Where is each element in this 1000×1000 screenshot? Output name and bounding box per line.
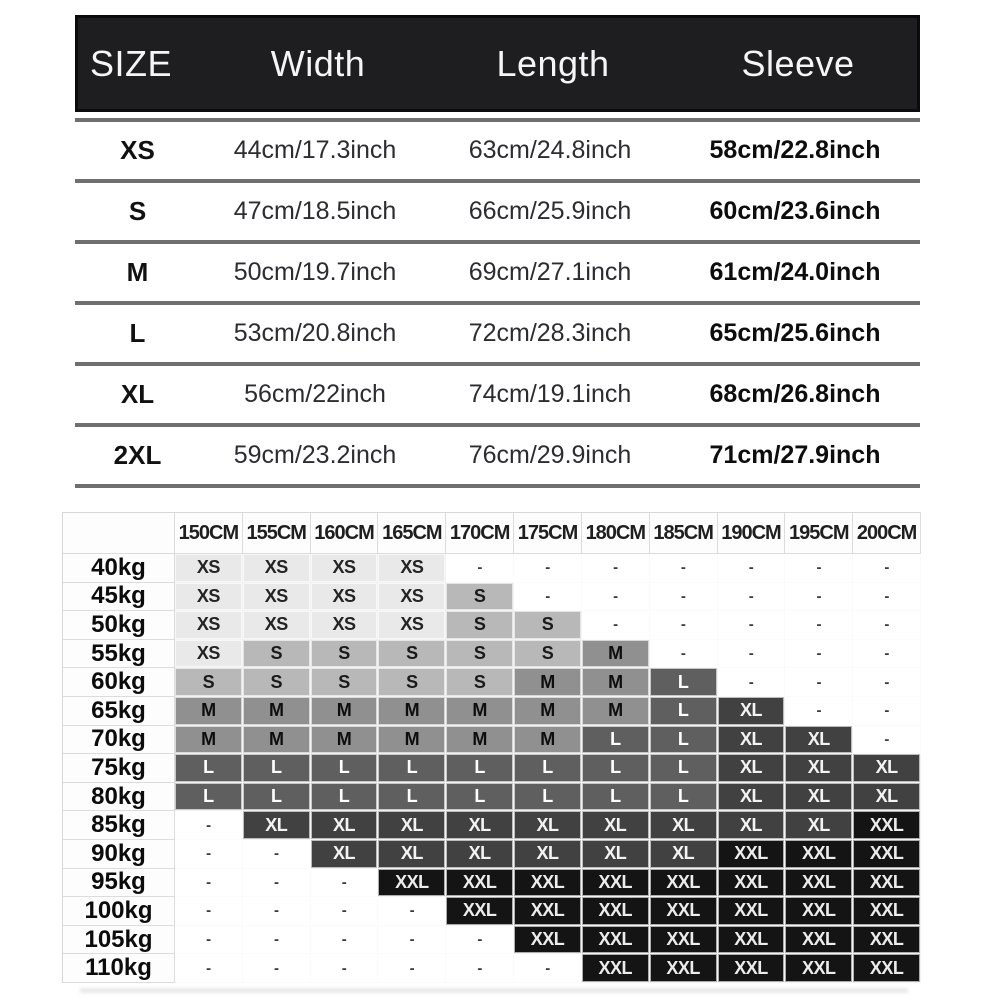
fit-cell: M xyxy=(311,726,379,755)
fit-cell: - xyxy=(582,554,650,583)
fit-cell: L xyxy=(582,754,650,783)
size-table-body xyxy=(75,118,920,488)
fit-cell: L xyxy=(175,783,243,812)
fit-cell: S xyxy=(175,668,243,697)
fit-cell: XS xyxy=(378,611,446,640)
column-header-size: SIZE xyxy=(90,42,173,84)
fit-cell: XL xyxy=(582,811,650,840)
fit-cell: - xyxy=(311,954,379,983)
fit-cell: M xyxy=(378,697,446,726)
size-table-row xyxy=(75,427,920,488)
width-value: 59cm/23.2inch xyxy=(233,441,397,469)
weight-row-header: 110kg xyxy=(63,954,175,983)
fit-cell: - xyxy=(718,554,786,583)
fit-cell: M xyxy=(311,697,379,726)
fit-cell: - xyxy=(378,897,446,926)
weight-row-header: 40kg xyxy=(63,554,175,583)
fit-cell: XS xyxy=(378,554,446,583)
fit-table-corner xyxy=(63,513,175,554)
weight-row-header: 95kg xyxy=(63,869,175,898)
fit-cell: L xyxy=(650,697,718,726)
size-table-row xyxy=(75,122,920,183)
fit-cell: M xyxy=(243,726,311,755)
fit-cell: XL xyxy=(785,811,853,840)
fit-cell: XXL xyxy=(785,869,853,898)
sleeve-value: 71cm/27.9inch xyxy=(709,441,881,469)
fit-cell: XS xyxy=(311,611,379,640)
length-value: 66cm/25.9inch xyxy=(468,197,632,225)
fit-cell: XL xyxy=(243,811,311,840)
size-label: M xyxy=(126,257,149,287)
fit-cell: XL xyxy=(650,840,718,869)
fit-cell: XS xyxy=(243,554,311,583)
fit-cell: - xyxy=(243,840,311,869)
fit-cell: XXL xyxy=(853,840,921,869)
fit-cell: - xyxy=(650,554,718,583)
width-value: 47cm/18.5inch xyxy=(233,197,397,225)
height-column-header: 150CM xyxy=(175,513,243,554)
fit-cell: M xyxy=(378,726,446,755)
size-table-row xyxy=(75,183,920,244)
fit-cell: S xyxy=(514,640,582,669)
fit-cell: - xyxy=(446,554,514,583)
size-label: XS xyxy=(120,135,155,165)
fit-cell: XXL xyxy=(853,897,921,926)
fit-cell: XL xyxy=(785,726,853,755)
weight-row-header: 100kg xyxy=(63,897,175,926)
fit-cell: L xyxy=(446,783,514,812)
fit-cell: XXL xyxy=(853,926,921,955)
fit-cell: XL xyxy=(582,840,650,869)
fit-cell: - xyxy=(785,640,853,669)
height-column-header: 175CM xyxy=(514,513,582,554)
weight-row-header: 70kg xyxy=(63,726,175,755)
fit-cell: - xyxy=(853,583,921,612)
length-value: 63cm/24.8inch xyxy=(468,136,632,164)
width-value: 56cm/22inch xyxy=(244,380,386,408)
fit-cell: L xyxy=(514,783,582,812)
fit-cell: L xyxy=(650,783,718,812)
size-table-row xyxy=(75,305,920,366)
fit-cell: S xyxy=(311,640,379,669)
fit-cell: XL xyxy=(514,840,582,869)
fit-cell: XS xyxy=(243,583,311,612)
size-label: S xyxy=(128,196,147,226)
fit-cell: XXL xyxy=(718,840,786,869)
size-label: 2XL xyxy=(113,440,162,470)
size-measurement-table xyxy=(75,15,920,488)
fit-cell: - xyxy=(785,554,853,583)
fit-cell: - xyxy=(582,583,650,612)
fit-cell: L xyxy=(446,754,514,783)
fit-cell: XXL xyxy=(853,954,921,983)
size-table-header-bar xyxy=(75,15,920,112)
width-value: 50cm/19.7inch xyxy=(233,258,397,286)
fit-cell: XXL xyxy=(446,869,514,898)
fit-cell: XXL xyxy=(718,926,786,955)
weight-row-header: 80kg xyxy=(63,783,175,812)
fit-cell: XXL xyxy=(853,811,921,840)
fit-cell: L xyxy=(582,783,650,812)
height-column-header: 170CM xyxy=(446,513,514,554)
fit-cell: L xyxy=(378,754,446,783)
fit-cell: XL xyxy=(853,783,921,812)
fit-cell: XXL xyxy=(650,926,718,955)
fit-cell: XS xyxy=(175,554,243,583)
fit-cell: - xyxy=(175,811,243,840)
height-column-header: 165CM xyxy=(378,513,446,554)
fit-cell: - xyxy=(175,869,243,898)
fit-cell: - xyxy=(853,640,921,669)
fit-cell: XXL xyxy=(785,897,853,926)
fit-cell: - xyxy=(311,897,379,926)
fit-cell: XXL xyxy=(582,897,650,926)
fit-cell: L xyxy=(311,783,379,812)
fit-cell: XL xyxy=(446,811,514,840)
size-table-row xyxy=(75,366,920,427)
fit-cell: M xyxy=(175,697,243,726)
fit-cell: - xyxy=(718,640,786,669)
length-value: 74cm/19.1inch xyxy=(468,380,632,408)
fit-cell: L xyxy=(378,783,446,812)
fit-cell: S xyxy=(311,668,379,697)
fit-cell: - xyxy=(175,926,243,955)
fit-cell: XXL xyxy=(582,869,650,898)
fit-cell: XL xyxy=(718,697,786,726)
fit-cell: XL xyxy=(446,840,514,869)
fit-cell: - xyxy=(718,583,786,612)
fit-cell: - xyxy=(243,926,311,955)
fit-cell: XS xyxy=(311,583,379,612)
fit-cell: L xyxy=(514,754,582,783)
fit-cell: L xyxy=(311,754,379,783)
fit-cell: M xyxy=(446,726,514,755)
fit-cell: S xyxy=(514,611,582,640)
fit-cell: - xyxy=(243,897,311,926)
fit-cell: M xyxy=(514,697,582,726)
length-value: 76cm/29.9inch xyxy=(468,441,632,469)
length-value: 69cm/27.1inch xyxy=(468,258,632,286)
fit-cell: L xyxy=(650,668,718,697)
fit-cell: XS xyxy=(175,611,243,640)
fit-cell: XXL xyxy=(514,926,582,955)
fit-cell: - xyxy=(514,954,582,983)
fit-cell: L xyxy=(243,783,311,812)
fit-cell: - xyxy=(853,668,921,697)
height-column-header: 180CM xyxy=(582,513,650,554)
fit-cell: M xyxy=(582,697,650,726)
fit-cell: - xyxy=(582,611,650,640)
fit-cell: - xyxy=(446,954,514,983)
sleeve-value: 65cm/25.6inch xyxy=(709,319,881,347)
fit-cell: S xyxy=(446,611,514,640)
fit-cell: - xyxy=(853,611,921,640)
fit-cell: M xyxy=(175,726,243,755)
fit-cell: - xyxy=(311,926,379,955)
fit-cell: - xyxy=(514,583,582,612)
length-value: 72cm/28.3inch xyxy=(468,319,632,347)
size-table-row xyxy=(75,244,920,305)
weight-row-header: 55kg xyxy=(63,640,175,669)
fit-cell: M xyxy=(582,640,650,669)
sleeve-value: 61cm/24.0inch xyxy=(709,258,881,286)
fit-cell: - xyxy=(785,697,853,726)
fit-cell: XXL xyxy=(650,869,718,898)
fit-cell: XXL xyxy=(582,926,650,955)
fit-cell: - xyxy=(243,954,311,983)
fit-cell: XS xyxy=(311,554,379,583)
weight-row-header: 105kg xyxy=(63,926,175,955)
fit-cell: XXL xyxy=(785,954,853,983)
weight-row-header: 60kg xyxy=(63,668,175,697)
fit-cell: - xyxy=(718,611,786,640)
height-column-header: 200CM xyxy=(853,513,921,554)
fit-cell: S xyxy=(243,668,311,697)
fit-cell: XXL xyxy=(718,897,786,926)
fit-cell: M xyxy=(243,697,311,726)
fit-cell: S xyxy=(446,583,514,612)
fit-cell: - xyxy=(853,554,921,583)
fit-cell: XXL xyxy=(650,954,718,983)
fit-cell: - xyxy=(378,954,446,983)
fit-cell: XL xyxy=(378,840,446,869)
fit-cell: L xyxy=(582,726,650,755)
column-header-sleeve: Sleeve xyxy=(741,42,855,84)
fit-cell: XS xyxy=(175,583,243,612)
weight-row-header: 50kg xyxy=(63,611,175,640)
size-label: L xyxy=(129,318,146,348)
sleeve-value: 68cm/26.8inch xyxy=(709,380,881,408)
fit-cell: XXL xyxy=(378,869,446,898)
weight-row-header: 90kg xyxy=(63,840,175,869)
fit-cell: - xyxy=(650,640,718,669)
fit-cell: M xyxy=(514,726,582,755)
fit-cell: XXL xyxy=(514,869,582,898)
fit-cell: - xyxy=(243,869,311,898)
fit-cell: XL xyxy=(514,811,582,840)
fit-cell: XXL xyxy=(582,954,650,983)
fit-cell: - xyxy=(853,697,921,726)
fit-cell: - xyxy=(446,926,514,955)
column-header-length: Length xyxy=(496,42,610,84)
fit-cell: XXL xyxy=(650,897,718,926)
fit-cell: L xyxy=(175,754,243,783)
sleeve-value: 60cm/23.6inch xyxy=(709,197,881,225)
weight-row-header: 45kg xyxy=(63,583,175,612)
fit-cell: - xyxy=(311,869,379,898)
fit-cell: XXL xyxy=(718,954,786,983)
fit-cell: XL xyxy=(785,783,853,812)
fit-cell: XS xyxy=(378,583,446,612)
fit-cell: XS xyxy=(175,640,243,669)
fit-cell: XXL xyxy=(514,897,582,926)
fit-cell: XL xyxy=(311,811,379,840)
weight-row-header: 85kg xyxy=(63,811,175,840)
fit-cell: M xyxy=(582,668,650,697)
height-column-header: 160CM xyxy=(311,513,379,554)
fit-cell: - xyxy=(650,611,718,640)
column-header-width: Width xyxy=(270,42,366,84)
fit-cell: XXL xyxy=(718,869,786,898)
fit-cell: XL xyxy=(718,811,786,840)
fit-cell: - xyxy=(175,954,243,983)
fit-cell: XXL xyxy=(853,869,921,898)
width-value: 53cm/20.8inch xyxy=(233,319,397,347)
fit-cell: - xyxy=(785,668,853,697)
height-column-header: 195CM xyxy=(785,513,853,554)
fit-cell: - xyxy=(853,726,921,755)
weight-row-header: 65kg xyxy=(63,697,175,726)
fit-cell: - xyxy=(514,554,582,583)
sleeve-value: 58cm/22.8inch xyxy=(709,136,881,164)
table-drop-shadow xyxy=(80,988,908,993)
fit-cell: L xyxy=(650,726,718,755)
fit-cell: XL xyxy=(853,754,921,783)
fit-cell: - xyxy=(785,583,853,612)
fit-cell: M xyxy=(514,668,582,697)
fit-cell: S xyxy=(378,640,446,669)
fit-cell: XL xyxy=(785,754,853,783)
fit-cell: XL xyxy=(650,811,718,840)
fit-cell: XL xyxy=(311,840,379,869)
fit-cell: XXL xyxy=(785,926,853,955)
fit-cell: S xyxy=(446,640,514,669)
fit-cell: - xyxy=(378,926,446,955)
height-weight-size-matrix xyxy=(62,512,921,983)
fit-cell: XL xyxy=(718,783,786,812)
fit-cell: S xyxy=(378,668,446,697)
fit-cell: L xyxy=(243,754,311,783)
height-column-header: 185CM xyxy=(650,513,718,554)
weight-row-header: 75kg xyxy=(63,754,175,783)
fit-cell: - xyxy=(650,583,718,612)
fit-cell: - xyxy=(785,611,853,640)
fit-cell: XXL xyxy=(785,840,853,869)
fit-cell: S xyxy=(446,668,514,697)
fit-cell: L xyxy=(650,754,718,783)
fit-cell: M xyxy=(446,697,514,726)
fit-cell: XS xyxy=(243,611,311,640)
width-value: 44cm/17.3inch xyxy=(233,136,397,164)
fit-cell: S xyxy=(243,640,311,669)
fit-cell: XL xyxy=(718,726,786,755)
fit-cell: XL xyxy=(378,811,446,840)
height-column-header: 190CM xyxy=(718,513,786,554)
size-label: XL xyxy=(120,379,155,409)
height-column-header: 155CM xyxy=(243,513,311,554)
fit-cell: - xyxy=(175,897,243,926)
fit-cell: - xyxy=(175,840,243,869)
fit-cell: - xyxy=(718,668,786,697)
fit-cell: XXL xyxy=(446,897,514,926)
fit-cell: XL xyxy=(718,754,786,783)
